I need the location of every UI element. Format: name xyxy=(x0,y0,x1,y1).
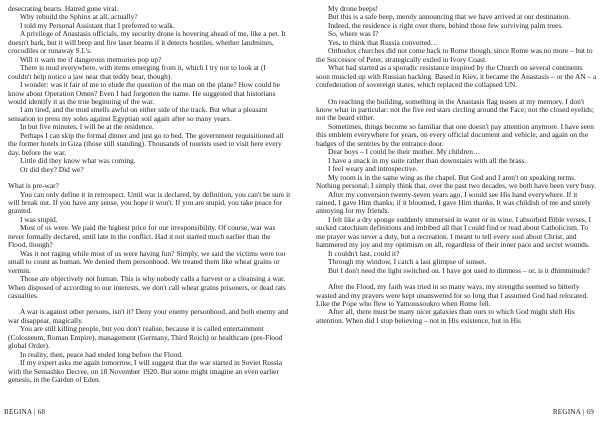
paragraph: My drone beeps! xyxy=(328,5,379,13)
paragraph: It couldn't last, could it? xyxy=(328,248,400,258)
paragraph: Yes, to think that Russia converted… xyxy=(328,37,439,47)
paragraph: Those are objectively not human. This is why nobody calls a harvest or a cleansing a war. When disposed of according to our interests, we don't call wheat grains prisoners, or dead rats casualties. xyxy=(8,274,286,300)
paragraph: What is pre-war? xyxy=(8,181,59,191)
paragraph: On reaching the building, something in the Anastasis flag teases at my memory. I don't know what in particular: not the five red stars circling around the Face; not the closed eyelids; not the beard either. xyxy=(316,96,594,123)
paragraph: desecrating hearts. Hatred gone viral. xyxy=(8,5,119,13)
paragraph: I told my Personal Assistant that I preferred to walk. xyxy=(20,20,175,30)
paragraph: In reality, then, peace had ended long before the Flood. xyxy=(20,349,183,359)
paragraph: A war is against other persons, isn't it? Deny your enemy personhood, and both enemy and war disappear, magically. xyxy=(8,307,289,325)
paragraph: After my conversion twenty-seven years ago, I would see His hand everywhere. If it rained, I gave Him thanks; if it bloomed, I gave Him thanks. It was childish of me and surely annoying for my friends. xyxy=(316,189,591,216)
paragraph: In but five minutes, I will be at the residence. xyxy=(20,122,155,132)
paragraph: If my expert asks me again tomorrow, I will suggest that the war started in Soviet Russia with the Semashko Decree, on 18 November 1920. But some might imagine an even earlier genesis, in the Garden of Eden. xyxy=(8,358,283,385)
paragraph: Sometimes, things become so familiar that one doesn't pay attention anymore. I have seen this emblem everywhere for years, on every official document and vehicle, and again on the badges of the sentries by the entrance door. xyxy=(316,121,594,148)
paragraph: I wonder: was it fair of me to elude the question of the man on the plane? How could he know about Operation Omen? Even I had forgotten the name. He suggested that historians would identify it as the true beginning of the war. xyxy=(8,80,281,106)
paragraph: Through my window, I catch a last glimpse of sunset. xyxy=(328,257,487,267)
paragraph: Will it warn me if dangerous memories pop up? xyxy=(20,54,162,64)
paragraph: My room is in the same wing as the chapel. But God and I aren't on speaking terms. Nothing personal; I simply think that, over the past two decades, we both have been very busy. xyxy=(316,172,597,191)
paragraph: But I don't need the light switched on. I have got used to dimness – or, is it dhimmitude? xyxy=(328,265,590,275)
paragraph: I was stupid. xyxy=(20,214,58,224)
paragraph: What had started as a sporadic resistance inspired by the Church on several continents soon muscled up with Russian backing. Based in Kiev, it became the Anastasis – or the AN – a confederation of sovereign states, which replaced the collapsed UN. xyxy=(316,63,597,90)
paragraph: Why rebuild the Sphinx at all, actually? xyxy=(20,12,138,22)
right-page xyxy=(316,5,598,403)
paragraph: Or did they? Did we? xyxy=(20,164,84,174)
paragraph: I felt like a dry sponge suddenly immersed in water or in wine. I absorbed Bible verses, I sucked catechism definitions and imbibed all that I could find or read about Catholicism. To me prayer was never a duty, but a recreation. I meant to tell every soul about Christ, and hammered my joy and my optimism on all, regardless of their inner pace and secret wounds. xyxy=(316,214,591,250)
paragraph: But this is a safe beep, merely announcing that we have arrived at our destination. xyxy=(328,12,571,22)
left-page xyxy=(8,5,291,403)
paragraph: So, where was I? xyxy=(328,29,379,39)
paragraph: Was it not raging while most of us were having fun? Simply, we said the victims were too small to count as human. We denied them personhood. We treated them like wheat grains or vermin. xyxy=(8,248,286,275)
paragraph: Little did they know what was coming. xyxy=(20,156,136,166)
paragraph: I am tired, and the mud smells awful on either side of the track. But what a pleasant sensation to press my soles against Egyptian soil again after so many years. xyxy=(8,105,268,123)
paragraph: I have a snack in my suite rather than downstairs with all the brass. xyxy=(328,155,527,165)
paragraph: I feel weary and introspective. xyxy=(328,164,418,174)
paragraph: There is mud everywhere, with items emerging from it, which I try not to look at (I couldn't help notice a jaw near that teddy bear, though). xyxy=(8,63,266,81)
paragraph: Perhaps I can skip the formal dinner and just go to bed. The government requisitioned all the former hotels in Giza (those still standing). Thousands of tourists used to visit here every day, before the war. xyxy=(8,130,284,157)
paragraph: Indeed, the residence is right over there, behind those few surviving palm trees. xyxy=(328,20,563,30)
paragraph: After all, there must be many nicer galaxies than ours to which God might shift His attention. When did I stop believing – not in His existence, but in His xyxy=(316,307,575,325)
paragraph: A privilege of Anastasis officials, my security drone is hovering ahead of me, like a pet. It doesn't bark, but it will beep and fire laser beams if it detects hostiles, whether landmines, crocodiles or runaway S.I.'s. xyxy=(8,29,286,56)
paragraph: Orthodox churches did not come back to Rome though, since Rome was no more – but to the Successor of Peter, strategically exiled in Ivory Coast. xyxy=(316,46,593,64)
left-page-footer: REGINA | 68 xyxy=(4,408,46,416)
right-page-footer: REGINA | 69 xyxy=(552,408,594,416)
paragraph: You can only define it in retrospect. Until war is declared, by definition, you can't be sure it will break out. If you have any sense, you hope it won't. If you are stupid, you take peace for granted. xyxy=(8,189,291,216)
paragraph: You are still killing people, but you don't realise, because it is called entertainment (Colosseum, Roman Empire), management (Germany, Third Reich) or healthcare (pre-Flood global Order). xyxy=(8,324,283,351)
paragraph: Most of us were. We paid the highest price for our irresponsibility. Of course, war was never formally declared, until late in the conflict. Had it not started much earlier than the Flood, though? xyxy=(8,223,276,250)
paragraph: Dear boys – I could be their mother. My children… xyxy=(328,147,481,157)
paragraph: After the Flood, my faith was tried in so many ways, my strengths seemed so bitterly wasted and my prayers were kept unanswered for so long that I assumed God had relocated. Like the Pope who flew to Yamoussoukro when Rome fell. xyxy=(316,282,589,308)
